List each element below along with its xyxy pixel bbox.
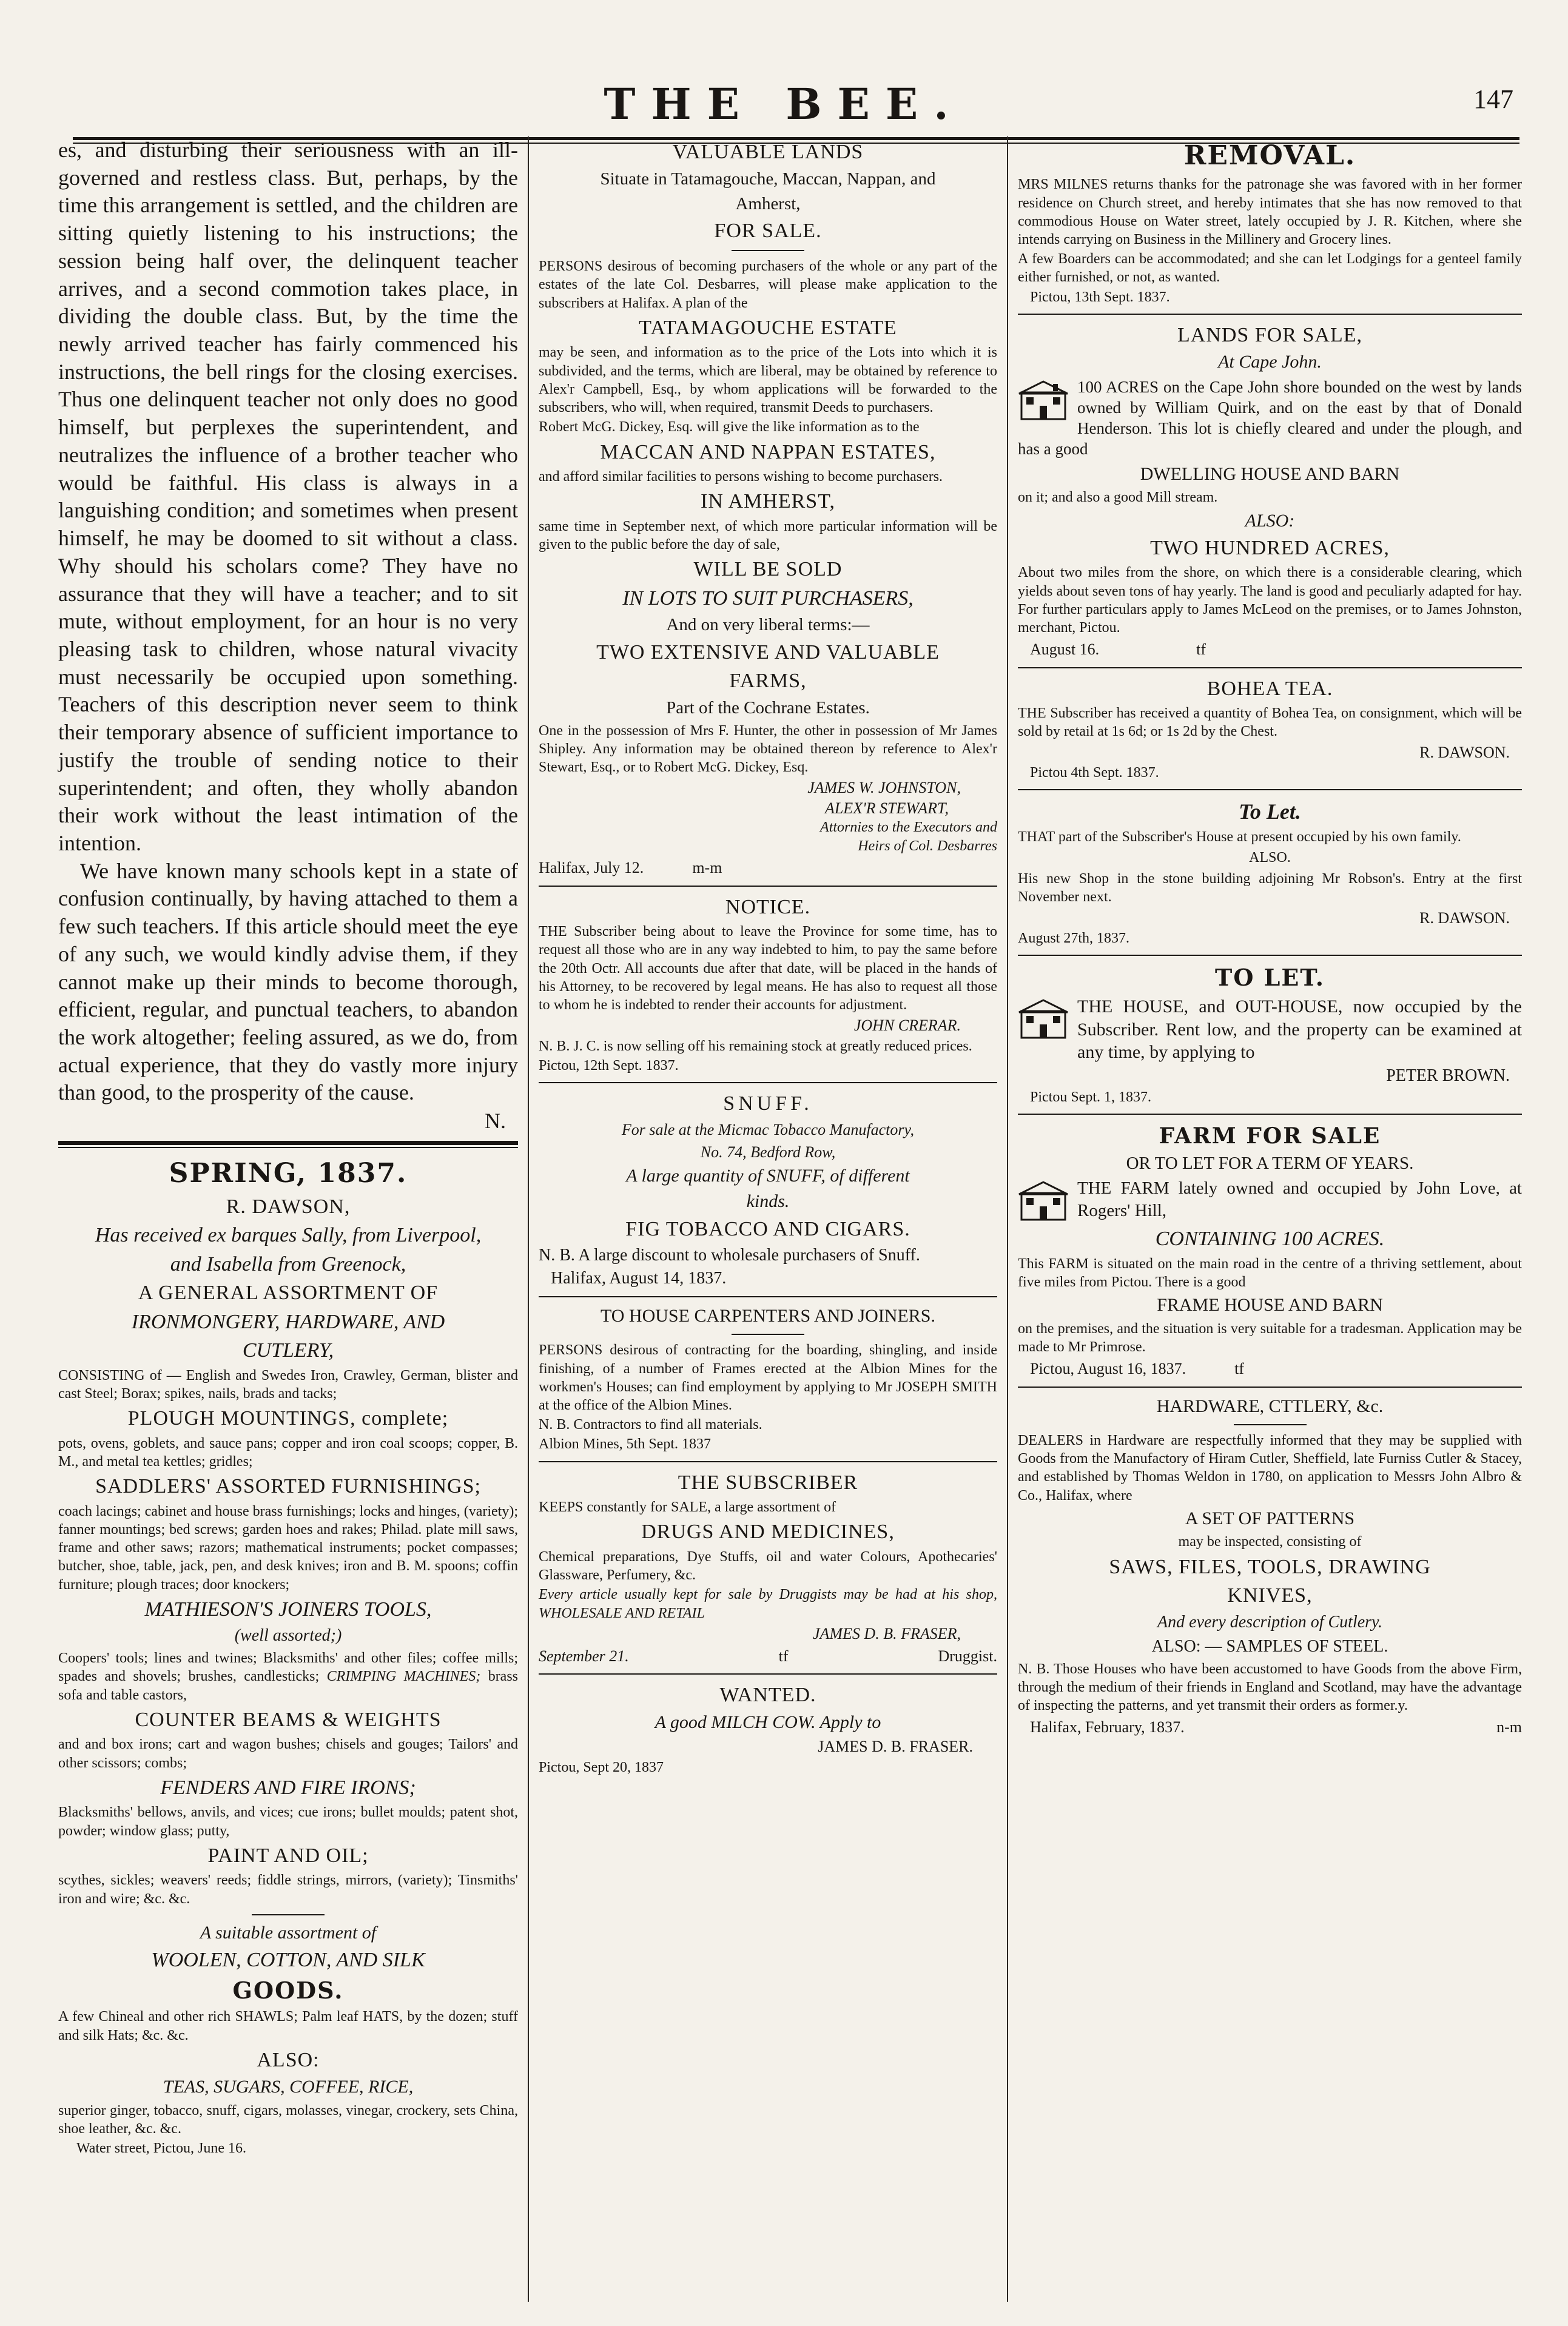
farm-dateline xyxy=(1018,1359,1522,1379)
notice-para: THE Subscriber being about to leave the Province for some time, has to request all those who are in any way indebted to him, to pay the same before the 20th Octr. All accounts due after that date, will be placed in the hands of his Attorney, to be recovered by legal means. He has also to request all those to whom he is indebted to render their accounts for adjustment. xyxy=(539,924,997,1013)
section-rule xyxy=(539,1461,997,1462)
drugs-role: Druggist. xyxy=(938,1647,997,1666)
house-icon xyxy=(1018,998,1069,1039)
section-rule xyxy=(1018,667,1522,668)
essay-paragraph-2: We have known many schools kept in a state of confusion continually, by having attached to them a few such teachers. If this article should meet the eye of any such, we would kindly advise them, if they cannot make up their minds to become thorough, efficient, regular, and punctual teachers, to abandon the work altogether; feeling assured, as we do, from actual experience, that they do vastly more injury than good, to the prosperity of the cause. xyxy=(58,858,518,1105)
divider xyxy=(732,250,804,251)
column-3 xyxy=(1007,136,1532,2302)
saws-heading-2: KNIVES, xyxy=(1227,1584,1313,1607)
two-farms-2: FARMS, xyxy=(729,670,807,693)
cape-john-sub: At Cape John. xyxy=(1218,352,1322,372)
two-hundred-heading: TWO HUNDRED ACRES, xyxy=(1150,536,1390,559)
hardware-mark: n-m xyxy=(1496,1718,1522,1736)
two-farms-1: TWO EXTENSIVE AND VALUABLE xyxy=(596,640,940,664)
hardware-date: Halifax, February, 1837. xyxy=(1030,1718,1185,1736)
counter-heading: COUNTER BEAMS & WEIGHTS xyxy=(135,1708,442,1731)
removal-para: MRS MILNES returns thanks for the patronage she was favored with in her former residence on Church street, and hereby intimates that she has now removed to that commodious House on Water street, lately occupied by J. R. Kitchen, where she intends carrying on Business in the Millinery and Grocery lines. xyxy=(1018,176,1522,248)
to-let-advert-1 xyxy=(1018,798,1522,947)
cape-john-date: August 16. xyxy=(1030,640,1100,659)
cape-john-mark: tf xyxy=(1196,640,1206,659)
wanted-advert xyxy=(539,1682,997,1776)
frame-heading: FRAME HOUSE AND BARN xyxy=(1157,1295,1383,1316)
paint-heading: PAINT AND OIL; xyxy=(207,1844,369,1867)
patterns-sub: may be inspected, consisting of xyxy=(1178,1534,1362,1550)
fenders-body: Blacksmiths' bellows, anvils, and vices; cue irons; bullet moulds; patent shot, powder; window glass; putty, xyxy=(58,1804,518,1839)
carpenters-date: Albion Mines, 5th Sept. 1837 xyxy=(539,1436,712,1453)
lands-sub-2: Amherst, xyxy=(735,193,801,213)
cape-john-para: 100 ACRES on the Cape John shore bounded on the west by lands owned by William Quirk, and on the east by that of Donald Henderson. This lot is chiefly cleared and under the plough, and has a good xyxy=(1018,377,1522,458)
snuff-line-4: kinds. xyxy=(746,1191,790,1212)
wanted-date: Pictou, Sept 20, 1837 xyxy=(539,1759,664,1775)
removal-heading: REMOVAL. xyxy=(1183,140,1356,171)
farm-containing: CONTAINING 100 ACRES. xyxy=(1155,1228,1385,1251)
spring-assort-3: CUTLERY, xyxy=(242,1339,334,1362)
snuff-date: Halifax, August 14, 1837. xyxy=(551,1268,727,1288)
to-let-heading-2: TO LET. xyxy=(1215,964,1325,992)
spring-received-1: Has received ex barques Sally, from Liverpool, xyxy=(95,1224,482,1247)
farm-para: THE FARM lately owned and occupied by John Love, at Rogers' Hill, xyxy=(1077,1178,1522,1220)
newspaper-title: THE BEE. xyxy=(604,79,964,129)
lands-para-3: Robert McG. Dickey, Esq. will give the like information as to the xyxy=(539,419,920,435)
cape-john-also: ALSO: xyxy=(1245,510,1295,531)
mathieson-text: Coopers' tools; lines and twines; Blacksmiths' and other files; coffee mills; spades and shovels; brushes, candlesticks; xyxy=(58,1650,518,1685)
section-rule xyxy=(1018,1387,1522,1388)
drugs-sig: JAMES D. B. FRASER, xyxy=(812,1624,961,1642)
cutlery-line: And every description of Cutlery. xyxy=(1157,1612,1382,1632)
farm-para-2: This FARM is situated on the main road in the centre of a thriving settlement, about five miles from Pictou. There is a good xyxy=(1018,1255,1522,1291)
divider xyxy=(252,1914,325,1915)
bohea-para: THE Subscriber has received a quantity of Bohea Tea, on consignment, which will be sold by retail at 1s 6d; or 1s 2d by the Chest. xyxy=(1018,705,1522,740)
snuff-line-1: For sale at the Micmac Tobacco Manufactory, xyxy=(621,1120,915,1138)
to-let-para-2: His new Shop in the stone building adjoining Mr Robson's. Entry at the first November next. xyxy=(1018,871,1522,906)
wanted-sig: JAMES D. B. FRASER. xyxy=(818,1738,973,1756)
lands-para-2: may be seen, and information as to the price of the Lots into which it is subdivided, and the terms, which are liberal, may be obtained by reference to Alex'r Campbell, Esq., by whom applications will be forwarded to the subscribers, who will, when required, transmit Deeds to purchasers. xyxy=(539,345,997,416)
notice-sig: JOHN CRERAR. xyxy=(853,1017,961,1035)
section-rule xyxy=(539,1082,997,1083)
lands-sig-3: Attornies to the Executors and xyxy=(820,819,997,835)
drugs-title: DRUGS AND MEDICINES, xyxy=(641,1521,895,1544)
to-let-also: ALSO. xyxy=(1249,850,1291,866)
to-let-advert-2 xyxy=(1018,963,1522,1106)
crimping-after: brass sofa and table castors, xyxy=(58,1669,519,1703)
notice-heading: NOTICE. xyxy=(725,895,811,918)
farm-date: Pictou, August 16, 1837. xyxy=(1030,1360,1186,1378)
lands-heading: VALUABLE LANDS xyxy=(672,141,864,163)
masthead xyxy=(49,79,1519,133)
column-2 xyxy=(528,136,1007,2302)
hardware-dateline xyxy=(1018,1717,1522,1737)
also-label: ALSO: xyxy=(257,2048,320,2071)
bohea-sig: R. DAWSON. xyxy=(1419,743,1510,761)
teas-body: superior ginger, tobacco, snuff, cigars, molasses, vinegar, crockery, sets China, shoe leather, &c. &c. xyxy=(58,2102,518,2137)
spring-assort-1: A GENERAL ASSORTMENT OF xyxy=(138,1282,439,1305)
spring-received-2: and Isabella from Greenock, xyxy=(170,1252,406,1276)
to-let-para-1: THAT part of the Subscriber's House at present occupied by his own family. xyxy=(1018,829,1461,845)
farm-mark: tf xyxy=(1234,1360,1245,1378)
to-let-date-1: August 27th, 1837. xyxy=(1018,930,1130,946)
dwelling-heading: DWELLING HOUSE AND BARN xyxy=(1140,463,1400,484)
spring-consisting: CONSISTING of — English and Swedes Iron, Crawley, German, blister and cast Steel; Borax; spikes, nails, brads and tacks; xyxy=(58,1367,518,1402)
lands-sig-4: Heirs of Col. Desbarres xyxy=(858,838,997,854)
essay-paragraph-1: es, and disturbing their seriousness with an ill-governed and restless class. But, perhaps, by the time this arrangement is settled, and the children are sitting quietly listening to his instructions; the session being half over, the delinquent teacher arrives, and a second commotion takes place, in dividing the double class. But, by the time the newly arrived teacher has fairly commenced his instructions, the bell rings for the closing exercises. Thus one delinquent teacher not only does no good himself, but perplexes the superintendent, and neutralizes the influence of a brother teacher who would be faithful. His class is always in a languishing condition; and sometimes when present himself, he may be doomed to sit without a class. Why should his scholars come? They have no assurance that they will have a teacher; and to sit mute, without employment, for an hour is no very pleasing task to children, whose natural vivacity must necessarily be occupied upon something. Teachers of this description never seem to think their temporary absence of sufficient importance to justify the trouble of sending notice to their superintendent; and often, they wholly abandon their work without the least intimation of the intention. xyxy=(58,138,518,855)
drugs-advert xyxy=(539,1470,997,1667)
lands-para-6: One in the possession of Mrs F. Hunter, the other in possession of Mr James Shipley. Any information may be obtained thereon by reference to Alex'r Stewart, Esq., or to Robert McG. Dickey, Esq. xyxy=(539,722,997,776)
removal-advert xyxy=(1018,139,1522,306)
drugs-para-1: KEEPS constantly for SALE, a large assortment of xyxy=(539,1499,836,1516)
crimping-text: CRIMPING MACHINES; xyxy=(326,1669,481,1685)
fenders-heading: FENDERS AND FIRE IRONS; xyxy=(160,1776,416,1799)
farm-sub: OR TO LET FOR A TERM OF YEARS. xyxy=(1126,1154,1414,1174)
farmhouse-icon xyxy=(1018,1180,1069,1221)
house-icon xyxy=(1018,379,1069,420)
wanted-line: A good MILCH COW. Apply to xyxy=(654,1712,881,1732)
cape-john-para-2: on it; and also a good Mill stream. xyxy=(1018,489,1218,506)
bohea-date: Pictou 4th Sept. 1837. xyxy=(1030,764,1159,781)
section-rule xyxy=(539,1296,997,1297)
section-rule xyxy=(58,1141,518,1148)
lands-sig-2: ALEX'R STEWART, xyxy=(824,799,949,817)
hardware-para: DEALERS in Hardware are respectfully informed that they may be supplied with Goods from the Manufactory of Hiram Cutler, Sheffield, late Furniss Cutler & Stacey, and established by Thomas Weldon in 1780, on application to Messrs John Albro & Co., Halifax, where xyxy=(1018,1432,1522,1504)
lands-advert xyxy=(539,139,997,878)
spring-advert xyxy=(58,1157,518,2157)
plough-body: pots, ovens, goblets, and sauce pans; copper and iron coal scoops; copper, B. M., and metal tea kettles; gridles; xyxy=(58,1435,518,1470)
farm-heading: FARM FOR SALE xyxy=(1159,1123,1381,1149)
cape-john-dateline xyxy=(1018,639,1522,659)
lots-line: IN LOTS TO SUIT PURCHASERS, xyxy=(622,587,914,610)
carpenters-advert xyxy=(539,1305,997,1454)
section-rule xyxy=(539,1673,997,1675)
saws-heading-1: SAWS, FILES, TOOLS, DRAWING xyxy=(1109,1555,1431,1578)
cape-john-heading: LANDS FOR SALE, xyxy=(1177,323,1362,346)
snuff-line-2: No. 74, Bedford Row, xyxy=(700,1143,836,1161)
paint-body: scythes, sickles; weavers' reeds; fiddle strings, mirrors, (variety); Tinsmiths' iron and wire; &c. &c. xyxy=(58,1872,518,1907)
hardware-heading: HARDWARE, CTTLERY, &c. xyxy=(1156,1396,1384,1416)
lands-for-sale: FOR SALE. xyxy=(714,219,822,242)
columns xyxy=(49,136,1532,2302)
farm-para-3: on the premises, and the situation is very suitable for a tradesman. Application may be made to Mr Primrose. xyxy=(1018,1320,1522,1356)
divider xyxy=(1234,1424,1307,1425)
lands-para-5: same time in September next, of which more particular information will be given to the public before the day of sale, xyxy=(539,518,997,553)
maccan-heading: MACCAN AND NAPPAN ESTATES, xyxy=(600,440,936,463)
hardware-advert xyxy=(1018,1395,1522,1738)
section-rule xyxy=(1018,1114,1522,1115)
snuff-heading: SNUFF. xyxy=(723,1092,813,1115)
to-let-sig-2: PETER BROWN. xyxy=(1386,1066,1510,1086)
carpenters-para: PERSONS desirous of contracting for the boarding, shingling, and inside finishing, of a number of Frames erected at the Albion Mines for the workmen's Houses; can find employment by applying to Mr JOSEPH SMITH at the office of the Albion Mines. xyxy=(539,1342,997,1413)
spring-assort-2: IRONMONGERY, HARDWARE, AND xyxy=(131,1310,445,1333)
saddlers-body: coach lacings; cabinet and house brass furnishings; locks and hinges, (variety); fanner mountings; bed screws; garden hoes and rakes; Philad. plate mill saws, frame and other saws; razors; mathematical instruments; pocket compasses; butcher, shoe, table, jack, pen, and desk knives; iron and B. M. spoons; coffin furniture; plough traces; door knockers; xyxy=(58,1503,518,1593)
to-let-sig-1: R. DAWSON. xyxy=(1419,909,1510,927)
lands-dateline xyxy=(539,858,997,878)
teas-heading: TEAS, SUGARS, COFFEE, RICE, xyxy=(163,2077,414,2097)
drugs-dateline xyxy=(539,1646,997,1666)
hardware-nb: N. B. Those Houses who have been accustomed to have Goods from the above Firm, through the medium of their friends in England and Scotland, may have the advantage of inspecting the patterns, and yet transmit their orders as former.y. xyxy=(1018,1661,1522,1714)
snuff-line-3: A large quantity of SNUFF, of different xyxy=(626,1166,910,1186)
goods-body: A few Chineal and other rich SHAWLS; Palm leaf HATS, by the dozen; stuff and silk Hats; &c. &c. xyxy=(58,2009,518,2043)
to-let-heading-1: To Let. xyxy=(1239,799,1301,824)
spring-name: R. DAWSON, xyxy=(226,1195,351,1218)
farm-advert xyxy=(1018,1122,1522,1379)
fig-heading: FIG TOBACCO AND CIGARS. xyxy=(625,1217,910,1240)
amherst-heading: IN AMHERST, xyxy=(701,490,835,513)
notice-advert xyxy=(539,894,997,1075)
to-let-date-2: Pictou Sept. 1, 1837. xyxy=(1030,1089,1152,1105)
section-rule xyxy=(1018,314,1522,315)
drugs-date: September 21. xyxy=(539,1647,629,1666)
lands-date: Halifax, July 12. xyxy=(539,859,644,877)
lands-sig-1: JAMES W. JOHNSTON, xyxy=(807,779,961,797)
mathieson-body xyxy=(58,1649,518,1704)
carpenters-heading: TO HOUSE CARPENTERS AND JOINERS. xyxy=(600,1305,935,1326)
steel-line: ALSO: — SAMPLES OF STEEL. xyxy=(1151,1636,1388,1656)
snuff-nb: N. B. A large discount to wholesale purchasers of Snuff. xyxy=(539,1246,920,1265)
tatamagouche-heading: TATAMAGOUCHE ESTATE xyxy=(639,316,897,339)
wanted-heading: WANTED. xyxy=(719,1684,816,1707)
section-rule xyxy=(1018,955,1522,956)
to-let-para-3: THE HOUSE, and OUT-HOUSE, now occupied by the Subscriber. Rent low, and the property can be examined at any time, by applying to xyxy=(1077,996,1522,1063)
drugs-mark: tf xyxy=(778,1647,789,1666)
woolen-heading: WOOLEN, COTTON, AND SILK xyxy=(151,1949,425,1972)
drugs-para-2: Chemical preparations, Dye Stuffs, oil and water Colours, Apothecaries' Glassware, Perfumery, &c. xyxy=(539,1548,997,1584)
mathieson-heading: MATHIESON'S JOINERS TOOLS, xyxy=(144,1598,432,1621)
cochrane-line: Part of the Cochrane Estates. xyxy=(666,697,870,718)
page-number: 147 xyxy=(1473,84,1513,114)
removal-date: Pictou, 13th Sept. 1837. xyxy=(1030,289,1170,305)
bohea-heading: BOHEA TEA. xyxy=(1206,677,1333,700)
carpenters-nb: N. B. Contractors to find all materials. xyxy=(539,1417,762,1433)
drugs-para-3: Every article usually kept for sale by Druggists may be had at his shop, WHOLESALE AND RETAIL xyxy=(539,1587,997,1621)
plough-heading: PLOUGH MOUNTINGS, complete; xyxy=(127,1407,449,1430)
mathieson-sub: (well assorted;) xyxy=(234,1626,342,1645)
lands-para-1: PERSONS desirous of becoming purchasers of the whole or any part of the estates of the late Col. Desbarres, will please make application to the subscribers at Halifax. A plan of the xyxy=(539,258,997,311)
will-be-sold: WILL BE SOLD xyxy=(693,558,843,581)
section-rule xyxy=(1018,789,1522,790)
terms-line: And on very liberal terms:— xyxy=(666,615,870,635)
essay-signature: N. xyxy=(485,1109,506,1134)
snuff-advert xyxy=(539,1091,997,1289)
divider xyxy=(732,1334,804,1335)
counter-body: and and box irons; cart and wagon bushes; chisels and gouges; Tailors' and other scissors; combs; xyxy=(58,1736,518,1771)
patterns-heading: A SET OF PATTERNS xyxy=(1185,1508,1355,1528)
section-rule xyxy=(539,886,997,887)
cape-john-advert xyxy=(1018,322,1522,660)
notice-nb: N. B. J. C. is now selling off his remaining stock at greatly reduced prices. xyxy=(539,1038,972,1054)
lands-para-4: and afford similar facilities to persons wishing to become purchasers. xyxy=(539,469,943,485)
lands-mark: m-m xyxy=(692,859,722,877)
notice-date: Pictou, 12th Sept. 1837. xyxy=(539,1057,679,1074)
lands-sub-1: Situate in Tatamagouche, Maccan, Nappan, and xyxy=(600,169,936,189)
bohea-advert xyxy=(1018,676,1522,782)
goods-heading: GOODS. xyxy=(232,1976,344,2004)
spring-address: Water street, Pictou, June 16. xyxy=(76,2140,246,2157)
column-1 xyxy=(49,136,528,2302)
spring-heading: SPRING, 1837. xyxy=(169,1158,408,1189)
suitable-line: A suitable assortment of xyxy=(200,1922,377,1943)
drugs-heading: THE SUBSCRIBER xyxy=(678,1471,858,1494)
cape-john-para-3: About two miles from the shore, on which there is a considerable clearing, which yields about seven tons of hay yearly. The land is good and peculiarly adapted for hay. For further particulars apply to James McLeod on the premises, or to James Johnston, merchant, Pictou. xyxy=(1018,565,1522,636)
saddlers-heading: SADDLERS' ASSORTED FURNISHINGS; xyxy=(95,1475,481,1498)
removal-para-2: A few Boarders can be accommodated; and she can let Lodgings for a genteel family either furnished, or not, as wanted. xyxy=(1018,251,1522,286)
